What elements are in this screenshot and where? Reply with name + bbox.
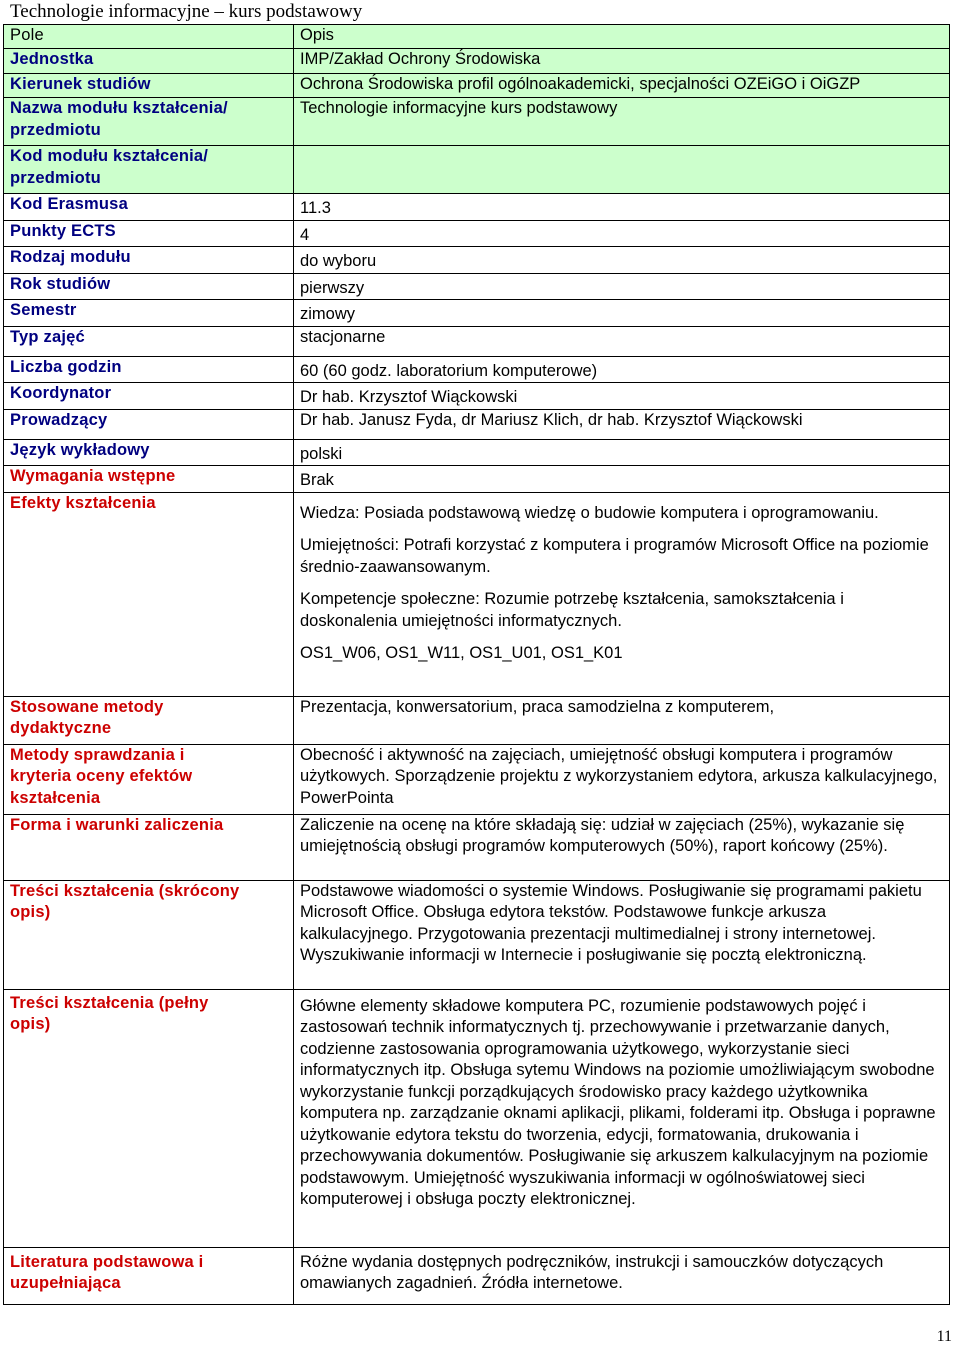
label-liczba-godzin: Liczba godzin bbox=[4, 356, 294, 383]
row-metody-sprawdzania bbox=[4, 744, 950, 814]
row-wymagania-wstepne bbox=[4, 466, 950, 493]
label-tresci-skrocony: Treści kształcenia (skrócony opis) bbox=[4, 880, 294, 989]
value-kod-modulu bbox=[294, 146, 950, 194]
label-kierunek: Kierunek studiów bbox=[4, 74, 294, 98]
value-forma-zaliczenia: Zaliczenie na ocenę na które składają się: udział w zajęciach (25%), wykazanie się umiejętnością obsługi programów komputerowych (50%), raport końcowy (25%). bbox=[294, 814, 950, 880]
value-liczba-godzin: 60 (60 godz. laboratorium komputerowe) bbox=[294, 356, 950, 383]
label-kod-erasmusa: Kod Erasmusa bbox=[4, 194, 294, 221]
value-prowadzacy: Dr hab. Janusz Fyda, dr Mariusz Klich, dr hab. Krzysztof Wiąckowski bbox=[294, 409, 950, 439]
value-jezyk-wykladowy: polski bbox=[294, 439, 950, 466]
value-tresci-skrocony: Podstawowe wiadomości o systemie Windows. Posługiwanie się programami pakietu Microsoft Office. Obsługa edytora tekstów. Podstawowe funkcje arkusza kalkulacyjnego. Przygotowania prezentacji multimedialnej i strony internetowej. Wyszukiwanie informacji w Internecie i posługiwanie się pocztą elektroniczną. bbox=[294, 880, 950, 989]
label-literatura: Literatura podstawowa i uzupełniająca bbox=[4, 1247, 294, 1304]
page-number: 11 bbox=[936, 1328, 952, 1345]
value-typ-zajec: stacjonarne bbox=[294, 326, 950, 356]
label-metody-sprawdzania: Metody sprawdzania i kryteria oceny efektów kształcenia bbox=[4, 744, 294, 814]
row-kierunek bbox=[4, 74, 950, 98]
row-rok-studiow bbox=[4, 273, 950, 300]
label-rodzaj-modulu: Rodzaj modułu bbox=[4, 247, 294, 274]
value-koordynator: Dr hab. Krzysztof Wiąckowski bbox=[294, 383, 950, 410]
label-prowadzacy: Prowadzący bbox=[4, 409, 294, 439]
value-punkty-ects: 4 bbox=[294, 220, 950, 247]
row-kod-modulu bbox=[4, 146, 950, 194]
row-kod-erasmusa bbox=[4, 194, 950, 221]
row-punkty-ects bbox=[4, 220, 950, 247]
value-metody-dydaktyczne: Prezentacja, konwersatorium, praca samodzielna z komputerem, bbox=[294, 696, 950, 744]
label-forma-zaliczenia: Forma i warunki zaliczenia bbox=[4, 814, 294, 880]
row-forma-zaliczenia bbox=[4, 814, 950, 880]
row-metody-dydaktyczne bbox=[4, 696, 950, 744]
row-koordynator bbox=[4, 383, 950, 410]
value-kod-erasmusa: 11.3 bbox=[294, 194, 950, 221]
value-semestr: zimowy bbox=[294, 300, 950, 327]
row-jednostka bbox=[4, 49, 950, 74]
efekty-umiejetnosci: Umiejętności: Potrafi korzystać z komputera i programów Microsoft Office na poziomie średnio-zaawansowanym. bbox=[300, 536, 929, 576]
document-title: Technologie informacyjne – kurs podstawowy bbox=[10, 1, 363, 22]
syllabus-table bbox=[3, 24, 950, 1305]
efekty-wiedza: Wiedza: Posiada podstawową wiedzę o budowie komputera i oprogramowaniu. bbox=[300, 503, 879, 522]
row-tresci-pelny bbox=[4, 989, 950, 1247]
value-rodzaj-modulu: do wyboru bbox=[294, 247, 950, 274]
row-typ-zajec bbox=[4, 326, 950, 356]
label-semestr: Semestr bbox=[4, 300, 294, 327]
label-nazwa-modulu: Nazwa modułu kształcenia/ przedmiotu bbox=[4, 98, 294, 146]
value-tresci-pelny: Główne elementy składowe komputera PC, rozumienie podstawowych pojęć i zastosowań technik informatycznych tj. przechowywanie i przetwarzanie danych, codzienne zastosowania oprogramowania użytkowego, wykorzystanie sieci informatycznych itp. Obsługa sytemu Windows na poziomie umożliwiającym swobodne wykorzystanie funkcji porządkujących środowisko pracy każdego użytkownika komputera np. zarządzanie oknami aplikacji, plikami, folderami itp. Obsługa i poprawne użytkowanie edytora tekstu do tworzenia, edycji, formatowania, drukowania i przechowywania dokumentów. Posługiwanie się arkuszem kalkulacyjnym na poziomie podstawowym. Umiejętność wyszukiwania informacji w ogólnoświatowej sieci komputerowej i obsługa poczty elektronicznej. bbox=[294, 989, 950, 1247]
row-tresci-skrocony bbox=[4, 880, 950, 989]
row-jezyk-wykladowy bbox=[4, 439, 950, 466]
value-metody-sprawdzania: Obecność i aktywność na zajęciach, umiejętność obsługi komputera i programów użytkowych. Sporządzenie projektu z wykorzystaniem edytora, arkusza kalkulacyjnego, PowerPointa bbox=[294, 744, 950, 814]
value-rok-studiow: pierwszy bbox=[294, 273, 950, 300]
row-rodzaj-modulu bbox=[4, 247, 950, 274]
row-nazwa-modulu bbox=[4, 98, 950, 146]
label-kod-modulu: Kod modułu kształcenia/ przedmiotu bbox=[4, 146, 294, 194]
header-pole: Pole bbox=[4, 25, 294, 49]
label-jezyk-wykladowy: Język wykładowy bbox=[4, 439, 294, 466]
row-efekty-ksztalcenia bbox=[4, 492, 950, 696]
header-opis: Opis bbox=[294, 25, 950, 49]
label-efekty-ksztalcenia: Efekty kształcenia bbox=[4, 492, 294, 696]
label-tresci-pelny: Treści kształcenia (pełny opis) bbox=[4, 989, 294, 1247]
value-kierunek: Ochrona Środowiska profil ogólnoakademicki, specjalności OZEiGO i OiGZP bbox=[294, 74, 950, 98]
row-semestr bbox=[4, 300, 950, 327]
value-jednostka: IMP/Zakład Ochrony Środowiska bbox=[294, 49, 950, 74]
label-metody-dydaktyczne: Stosowane metody dydaktyczne bbox=[4, 696, 294, 744]
efekty-symbole: OS1_W06, OS1_W11, OS1_U01, OS1_K01 bbox=[300, 644, 623, 662]
row-literatura bbox=[4, 1247, 950, 1304]
value-efekty-ksztalcenia bbox=[294, 492, 950, 696]
efekty-kompetencje: Kompetencje społeczne: Rozumie potrzebę kształcenia, samokształcenia i doskonalenia umiejętności informatycznych. bbox=[300, 590, 844, 630]
header-row bbox=[4, 25, 950, 49]
label-rok-studiow: Rok studiów bbox=[4, 273, 294, 300]
value-nazwa-modulu: Technologie informacyjne kurs podstawowy bbox=[294, 98, 950, 146]
label-punkty-ects: Punkty ECTS bbox=[4, 220, 294, 247]
label-jednostka: Jednostka bbox=[4, 49, 294, 74]
label-typ-zajec: Typ zajęć bbox=[4, 326, 294, 356]
value-literatura: Różne wydania dostępnych podręczników, instrukcji i samouczków dotyczących omawianych zagadnień. Źródła internetowe. bbox=[294, 1247, 950, 1304]
label-koordynator: Koordynator bbox=[4, 383, 294, 410]
row-prowadzacy bbox=[4, 409, 950, 439]
row-liczba-godzin bbox=[4, 356, 950, 383]
value-wymagania-wstepne: Brak bbox=[294, 466, 950, 493]
label-wymagania-wstepne: Wymagania wstępne bbox=[4, 466, 294, 493]
